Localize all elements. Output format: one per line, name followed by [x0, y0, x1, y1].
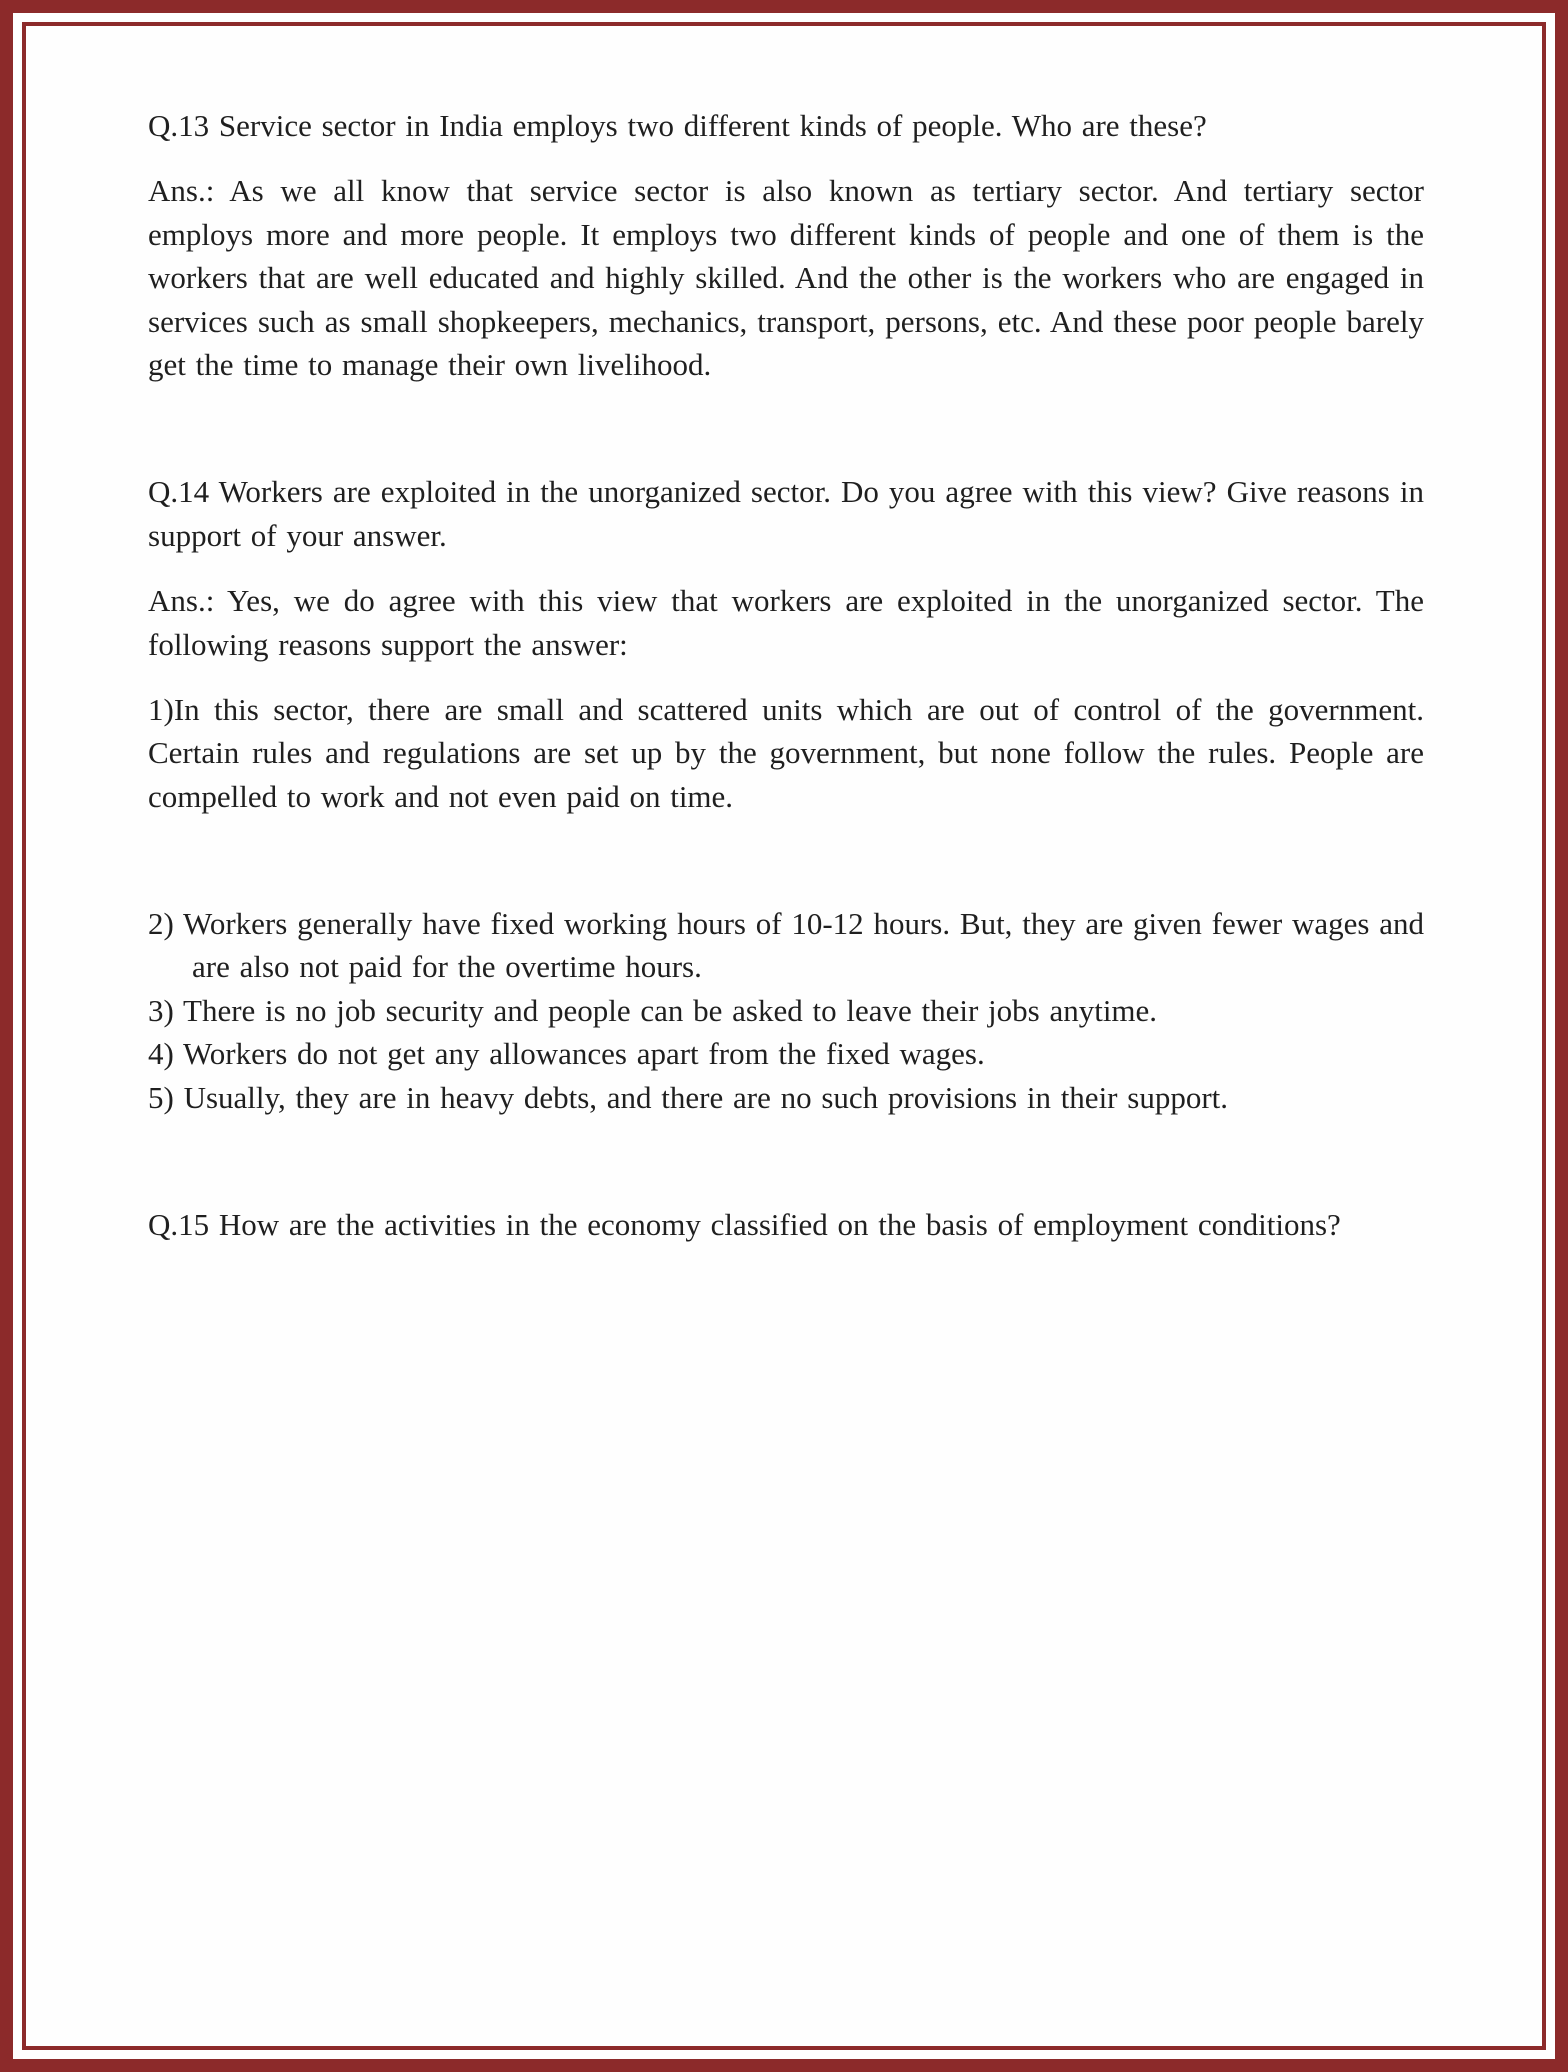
section-spacer [148, 840, 1424, 902]
page-inner-border [22, 22, 1546, 2050]
section-spacer [148, 408, 1424, 470]
question-q14: Q.14 Workers are exploited in the unorganized sector. Do you agree with this view? Give reasons in support of your answer. [148, 474, 1424, 553]
answer-q14-intro: Ans.: Yes, we do agree with this view that workers are exploited in the unorganized sector. The following reasons support the answer: [148, 583, 1424, 662]
section-spacer [148, 1141, 1424, 1203]
list-item-point-4: 4) Workers do not get any allowances apart from the fixed wages. [148, 1036, 985, 1072]
question-q15: Q.15 How are the activities in the economy classified on the basis of employment conditions? [148, 1207, 1341, 1243]
list-item-point-3: 3) There is no job security and people can be asked to leave their jobs anytime. [148, 992, 1158, 1028]
answer-q13: Ans.: As we all know that service sector is also known as tertiary sector. And tertiary sector employs more and more people. It employs two different kinds of people and one of them is the workers that are well educated and highly skilled. And the other is the workers who are engaged in services such as small shopkeepers, mechanics, transport, persons, etc. And these poor people barely get the time to manage their own livelihood. [148, 173, 1424, 382]
answer-q14-points-list [148, 902, 1424, 1119]
list-item-point-5: 5) Usually, they are in heavy debts, and there are no such provisions in their support. [148, 1079, 1229, 1115]
question-q13: Q.13 Service sector in India employs two different kinds of people. Who are these? [148, 108, 1207, 143]
document-body [148, 104, 1424, 1246]
list-item-point-2: 2) Workers generally have fixed working hours of 10-12 hours. But, they are given fewer wages and are also not paid for the overtime hours. [148, 906, 1424, 985]
answer-q14-point-1: 1)In this sector, there are small and scattered units which are out of control of the government. Certain rules and regulations are set up by the government, but none follow the rules. People are compelled to work and not even paid on time. [148, 691, 1424, 814]
